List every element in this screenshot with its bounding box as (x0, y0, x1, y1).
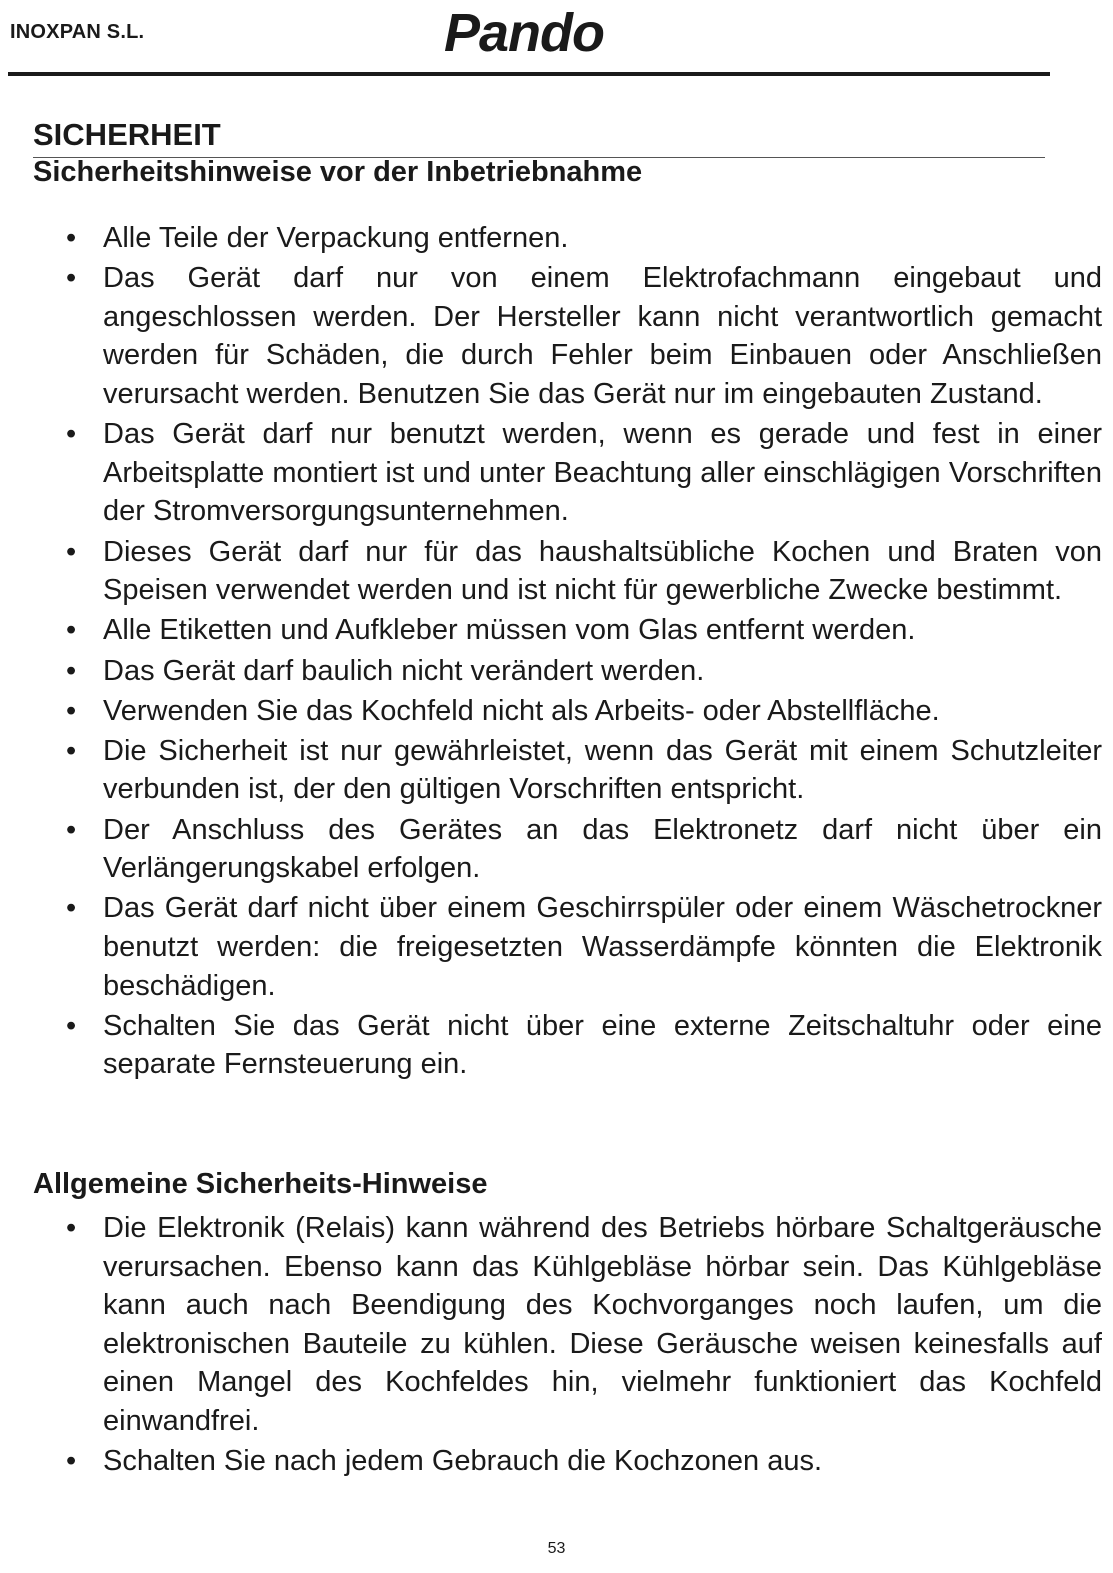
bullet-icon: • (66, 222, 77, 254)
page-number: 53 (547, 1540, 566, 1557)
list-item: • Die Sicherheit ist nur gewährleistet, wenn das Gerät mit einem Schutzleiter verbunden ist, der den gültigen Vorschriften entspricht. (66, 732, 1102, 809)
page-header (8, 0, 1050, 78)
bullet-icon: • (66, 654, 77, 687)
list-item: • Dieses Gerät darf nur für das haushaltsübliche Kochen und Braten von Speisen verwendet werden und ist nicht für gewerbliche Zwecke bestimmt. (66, 533, 1102, 610)
list-item: • Alle Etiketten und Aufkleber müssen vom Glas entfernt werden. (66, 611, 1102, 650)
list-item: • Verwenden Sie das Kochfeld nicht als Arbeits- oder Abstellfläche. (66, 692, 1102, 731)
header-divider (8, 72, 1050, 76)
bullet-icon: • (66, 1212, 77, 1244)
bullet-icon: • (66, 694, 77, 727)
bullet-icon: • (66, 418, 77, 451)
bullet-icon: • (66, 535, 77, 568)
list-item: • Schalten Sie nach jedem Gebrauch die Kochzonen aus. (66, 1442, 1102, 1481)
list-item: • Das Gerät darf nicht über einem Geschirrspüler oder einem Wäschetrockner benutzt werden: die freigesetzten Wasserdämpfe könnten die Elektronik beschädigen. (66, 889, 1102, 1005)
section-title: SICHERHEIT (33, 117, 221, 152)
list-item: • Die Elektronik (Relais) kann während des Betriebs hörbare Schaltgeräusche verursachen. Ebenso kann das Kühlgebläse hörbar sein. Das Kühlgebläse kann auch nach Beendigung des Kochvorganges noch laufen, um die elektronischen Bauteile zu kühlen. Diese Geräusche weisen keinesfalls auf einen Mangel des Kochfeldes hin, vielmehr funktioniert das Kochfeld einwandfrei. (66, 1209, 1102, 1441)
list-item: • Das Gerät darf nur benutzt werden, wenn es gerade und fest in einer Arbeitsplatte montiert ist und unter Beachtung aller einschlägigen Vorschriften der Stromversorgungsunternehmen. (66, 415, 1102, 531)
bullet-icon: • (66, 813, 77, 846)
brand-logo: Pando (444, 3, 605, 63)
bullet-icon: • (66, 614, 77, 647)
list-item: • Das Gerät darf nur von einem Elektrofachmann eingebaut und angeschlossen werden. Der Hersteller kann nicht verantwortlich gemacht werden für Schäden, die durch Fehler beim Einbauen oder Anschließen verursacht werden. Benutzen Sie das Gerät nur im eingebauten Zustand. (66, 259, 1102, 413)
bullet-icon: • (66, 1445, 77, 1478)
bullet-icon: • (66, 1009, 77, 1042)
bullet-icon: • (66, 892, 77, 925)
list-item: • Alle Teile der Verpackung entfernen. (66, 219, 1102, 258)
bullet-icon: • (66, 734, 77, 767)
company-name: INOXPAN S.L. (10, 21, 145, 43)
list-item: • Schalten Sie das Gerät nicht über eine externe Zeitschaltuhr oder eine separate Fernsteuerung ein. (66, 1007, 1102, 1084)
section-subtitle: Sicherheitshinweise vor der Inbetriebnahme (33, 156, 643, 188)
list-item: • Das Gerät darf baulich nicht verändert werden. (66, 652, 1102, 691)
pre-install-safety-list (66, 219, 1102, 1086)
general-safety-heading: Allgemeine Sicherheits-Hinweise (33, 1168, 488, 1200)
bullet-icon: • (66, 262, 77, 295)
list-item: • Der Anschluss des Gerätes an das Elektronetz darf nicht über ein Verlängerungskabel erfolgen. (66, 811, 1102, 888)
general-safety-list (66, 1209, 1102, 1482)
